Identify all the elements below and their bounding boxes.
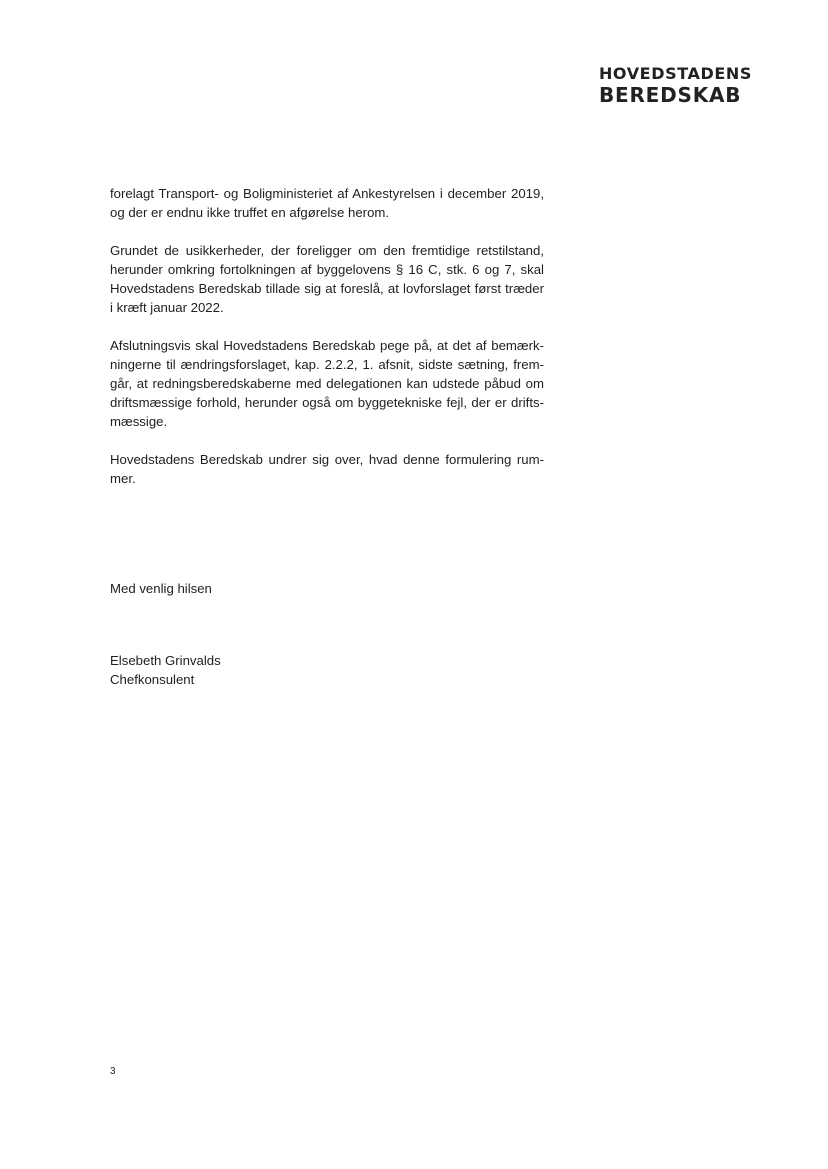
page-number: 3 bbox=[110, 1066, 116, 1077]
signature-block bbox=[110, 651, 221, 689]
body-paragraph-2: Grundet de usikkerheder, der foreligger om den fremtidige retstilstand, herunder omkring fortolkningen af byggelovens § 16 C, stk. 6 og 7, skal Hovedstadens Beredskab tillade sig at foreslå, at lovforslaget først træder i kræft januar 2022. bbox=[110, 243, 544, 315]
organization-logo bbox=[599, 66, 752, 105]
letter-body bbox=[110, 184, 544, 507]
logo-line-1: HOVEDSTADENS bbox=[598, 64, 752, 83]
closing-greeting: Med venlig hilsen bbox=[110, 581, 212, 596]
logo-line-2: BEREDSKAB bbox=[598, 83, 742, 107]
body-paragraph-1: forelagt Transport- og Boligministeriet af Ankestyrelsen i december 2019, og der er endnu ikke truffet en afgørelse herom. bbox=[110, 186, 544, 220]
body-paragraph-4: Hovedstadens Beredskab undrer sig over, hvad denne formulering rum-mer. bbox=[110, 452, 544, 486]
body-paragraph-3: Afslutningsvis skal Hovedstadens Beredskab pege på, at det af bemærk-ningerne til ændringsforslaget, kap. 2.2.2, 1. afsnit, sidste sætning, frem-går, at redningsberedskaberne med delegationen kan udstede påbud om driftsmæssige forhold, herunder også om byggetekniske fejl, der er drifts-mæssige. bbox=[110, 338, 544, 429]
signatory-title: Chefkonsulent bbox=[110, 672, 195, 687]
signatory-name: Elsebeth Grinvalds bbox=[110, 653, 221, 668]
